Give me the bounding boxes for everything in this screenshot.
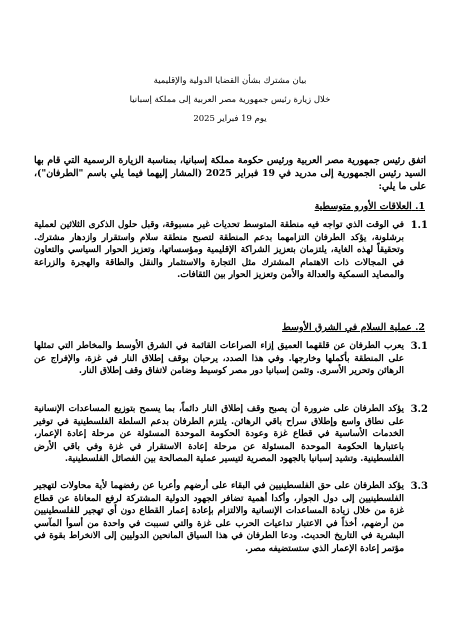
section-number: 2. (415, 322, 425, 333)
paragraph-number: 3.2 (410, 404, 428, 415)
section-heading (282, 321, 425, 334)
paragraph-text: يؤكد الطرفان على حق الفلسطينيين في البقاء على أرضهم وأعربا عن رفضهما لأية محاولات لتهجير الفلسطينيين إلى دول الجوار، وأكدا أهمية تضافر الجهود الدولية المشتركة لرفع المعاناة عن قطاع غزة من خلال زيادة المساعدات الإنسانية والالتزام بإعادة إعمار القطاع دون أي تهجير للفلسطينيين من أرضهم، أخذاً في الاعتبار تداعيات الحرب على غزة والتي تسببت في واحدة من أسوأ المآسي البشرية في التاريخ الحديث. ودعا الطرفان في هذا السياق المانحين الدوليين إلى الانخراط بقوة في مؤتمر إعادة الإعمار الذي ستستضيفه مصر. (34, 481, 404, 554)
header-subtitle: خلال زيارة رئيس جمهورية مصر العربية إلى مملكة إسبانيا (129, 95, 331, 105)
section-heading (315, 200, 425, 213)
paragraph-text: يعرب الطرفان عن قلقهما العميق إزاء الصراعات القائمة في الشرق الأوسط والمخاطر التي تمثلها على المنطقة بأكملها وخارجها. وفي هذا الصدد، يرحبان بوقف إطلاق النار في غزة، والإفراج عن الرهائن وتحرير الأسرى. وتثمن إسبانيا دور مصر كوسيط وضامن لاتفاق وقف إطلاق النار. (34, 341, 404, 377)
paragraph (34, 219, 428, 282)
paragraph (34, 340, 428, 378)
paragraph (34, 480, 428, 556)
header-date: يوم 19 فبراير 2025 (193, 114, 267, 124)
intro-paragraph: اتفق رئيس جمهورية مصر العربية ورئيس حكومة مملكة إسبانيا، بمناسبة الزيارة الرسمية التي قام بها السيد رئيس الجمهورية إلى مدريد في 19 فبراير 2025 (المشار إليهما فيما يلي باسم "الطرفان")، على ما يلي: (34, 155, 427, 192)
paragraph-number: 1.1 (410, 220, 428, 231)
paragraph-text: في الوقت الذي تواجه فيه منطقة المتوسط تحديات غير مسبوقة، وقبل حلول الذكرى الثلاثين لعملية برشلونة، يؤكد الطرفان التزامهما بدعم المنطقة لتصبح منطقة سلام واستقرار وازدهار مشترك. وتحقيقاً لهذه الغاية، يلتزمان بتعزيز الشراكة الإقليمية ومؤسساتها، وتعزيز الحوار السياسي والتعاون في المجالات ذات الاهتمام المشترك مثل التجارة والاستثمار والنقل والطاقة والهجرة والزراعة والمصايد السمكية والعدالة والأمن وتعزيز الحوار بين الثقافات. (34, 220, 404, 281)
header-title: بيان مشترك بشأن القضايا الدولية والإقليمية (153, 76, 307, 86)
section-number: 1. (415, 201, 425, 212)
paragraph-text: يؤكد الطرفان على ضرورة أن يصبح وقف إطلاق النار دائماً، بما يسمح بتوزيع المساعدات الإنسانية على نطاق واسع وإطلاق سراح باقي الرهائن. يلتزم الطرفان بدعم السلطة الفلسطينية في توفير الخدمات الأساسية في قطاع غزة وعودة الحكومة الموحدة المسئولة عن مرحلة إعادة الإعمار، باعتبارها الحكومة الموحدة المسئولة عن مرحلة إعادة الاستقرار في غزة وفي باقي الأرض الفلسطينية. وتشيد إسبانيا بالجهود المصرية لتيسير عملية المصالحة بين الفصائل الفلسطينية. (34, 404, 404, 465)
paragraph (34, 403, 428, 466)
section-title: عملية السلام في الشرق الأوسط (281, 322, 412, 333)
paragraph-number: 3.1 (410, 341, 428, 352)
paragraph-number: 3.3 (410, 481, 428, 492)
section-title: العلاقات الأورو متوسطية (314, 201, 412, 212)
